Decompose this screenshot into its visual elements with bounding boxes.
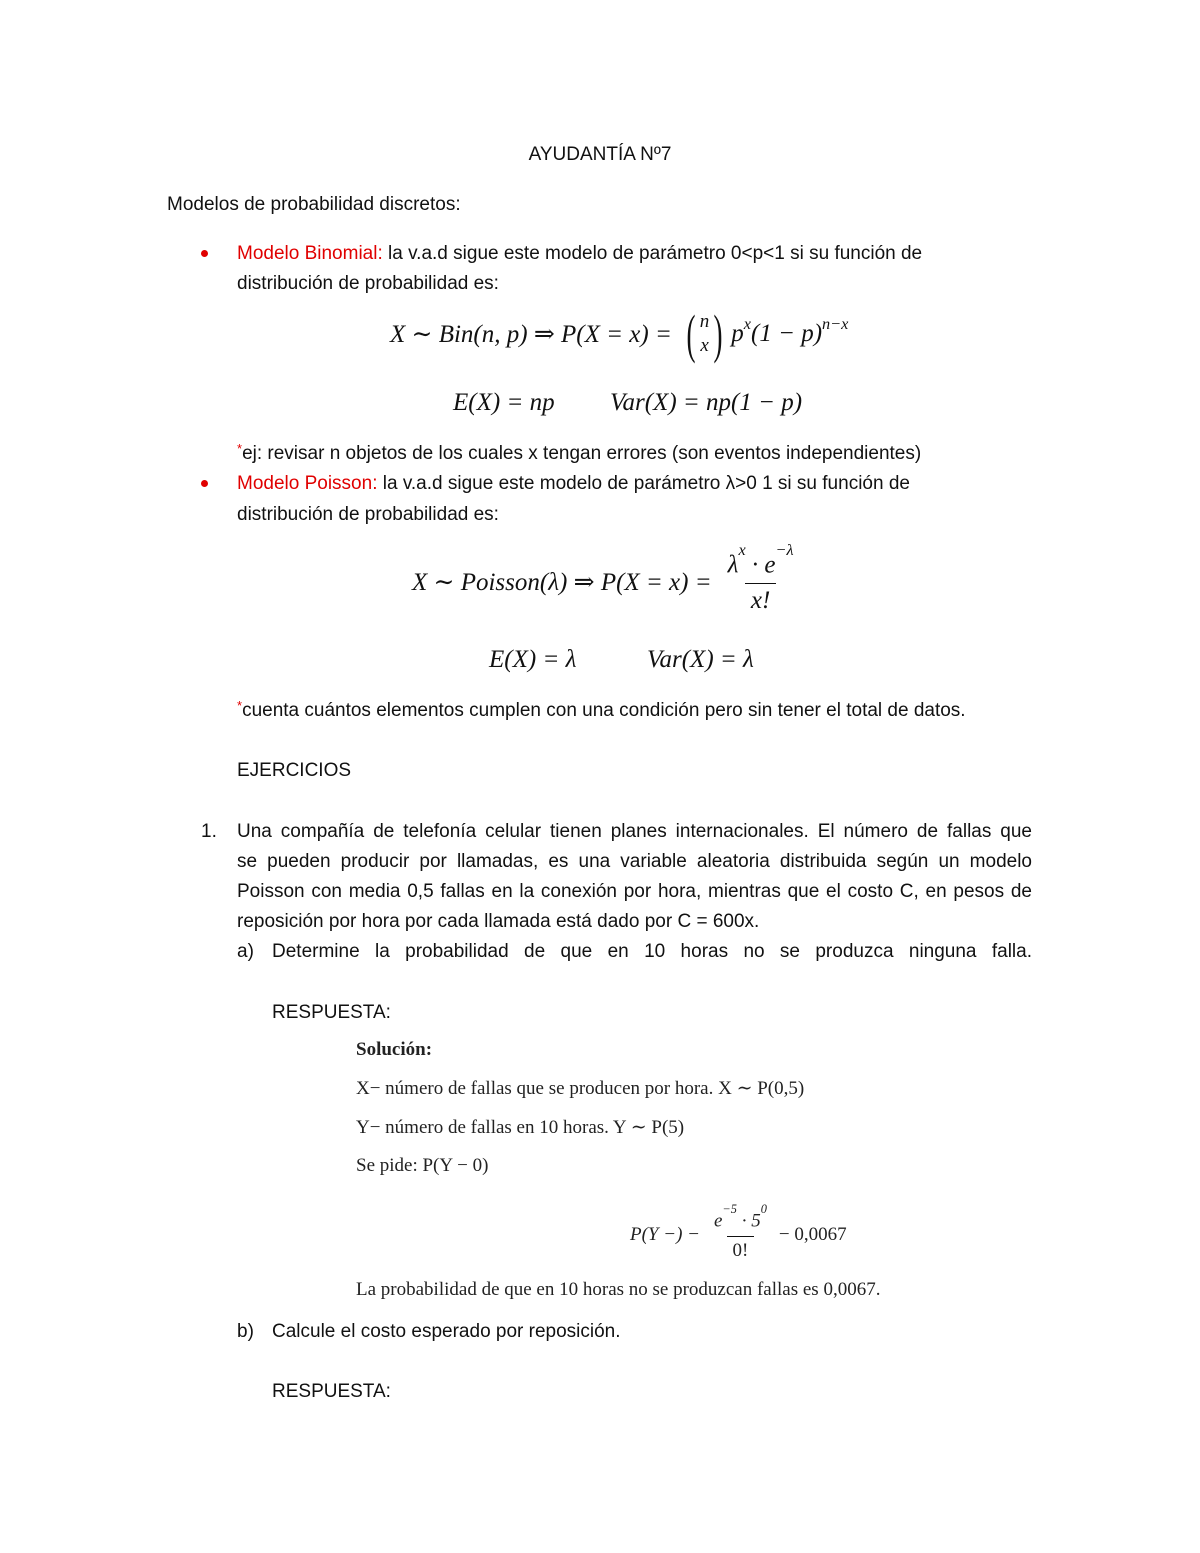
- exercise-line-3: Poisson con media 0,5 fallas en la conexión por hora, mientras que el costo C, en pesos de: [237, 881, 1032, 902]
- solution-eq-rhs: − 0,0067: [778, 1224, 847, 1245]
- part-b-text: Calcule el costo esperado por reposición.: [272, 1321, 621, 1342]
- poisson-num-base: λ: [727, 551, 739, 579]
- binom-bottom: x: [700, 335, 709, 356]
- binomial-text-1: la v.a.d sigue este modelo de parámetro 0<p<1 si su función de: [382, 243, 923, 264]
- part-a-text: Determine la probabilidad de que en 10 horas no se produzca ninguna falla.: [272, 941, 1032, 962]
- solution-fraction: [708, 1202, 773, 1261]
- solution-num-base: e: [713, 1210, 723, 1232]
- poisson-note: [237, 700, 966, 722]
- solution-num-exp2: 0: [760, 1202, 767, 1217]
- bullet-icon: [201, 250, 208, 257]
- poisson-num-mid: · e: [745, 551, 776, 579]
- binomial-variance: [610, 389, 802, 417]
- poisson-model-name: Modelo Poisson:: [237, 473, 378, 494]
- poisson-num-exp: x: [738, 541, 746, 560]
- binomial-rhs-base: p: [731, 320, 744, 347]
- part-a-answer-label: RESPUESTA:: [272, 1002, 391, 1023]
- solution-equation: [630, 1202, 847, 1263]
- solution-eq-lhs: P(Y −) −: [630, 1224, 700, 1245]
- poisson-denominator: x!: [745, 583, 776, 615]
- poisson-expectation: [489, 646, 576, 674]
- exercise-line-1: Una compañía de telefonía celular tienen planes internacionales. El número de fallas que: [237, 821, 1032, 842]
- poisson-fraction: [722, 541, 800, 614]
- solution-conclusion: La probabilidad de que en 10 horas no se produzcan fallas es 0,0067.: [356, 1279, 881, 1300]
- poisson-expectation-text: E(X) = λ: [489, 646, 577, 673]
- binomial-rhs-exp2: n−x: [822, 314, 849, 333]
- part-a-label: a): [237, 941, 254, 962]
- binomial-line-2: distribución de probabilidad es:: [237, 273, 499, 294]
- poisson-variance-text: Var(X) = λ: [647, 646, 754, 673]
- poisson-formula-lhs: X ∼ Poisson(λ) ⇒ P(X = x) =: [412, 569, 712, 596]
- asterisk-icon: *: [237, 441, 243, 456]
- binom-top: n: [699, 311, 710, 332]
- page-title: AYUDANTÍA Nº7: [528, 144, 672, 165]
- solution-line-1: X− número de fallas que se producen por hora. X ∼ P(0,5): [356, 1078, 805, 1099]
- solution-num-exp: −5: [722, 1202, 737, 1217]
- solution-line-3: Se pide: P(Y − 0): [356, 1155, 489, 1176]
- solution-num-mid: · 5: [736, 1210, 761, 1232]
- solution-heading: Solución:: [356, 1039, 433, 1060]
- poisson-num-exp2: −λ: [775, 541, 794, 560]
- solution-denominator: 0!: [727, 1236, 755, 1262]
- poisson-line-1: [237, 473, 910, 495]
- binomial-formula-lhs: X ∼ Bin(n, p) ⇒ P(X = x) =: [390, 321, 672, 348]
- binomial-formula: [390, 306, 848, 362]
- binomial-model-name: Modelo Binomial:: [237, 243, 383, 264]
- poisson-formula: [412, 541, 806, 614]
- exercises-heading: EJERCICIOS: [237, 760, 352, 781]
- solution-line-2: Y− número de fallas en 10 horas. Y ∼ P(5): [356, 1117, 685, 1138]
- asterisk-icon: *: [237, 698, 243, 713]
- part-b-answer-label: RESPUESTA:: [272, 1381, 391, 1402]
- exercise-line-2: se pueden producir por llamadas, es una variable aleatoria distribuida según un modelo: [237, 851, 1032, 872]
- solution-numerator: [708, 1202, 773, 1235]
- poisson-variance: [647, 646, 754, 674]
- binomial-example-text: ej: revisar n objetos de los cuales x tengan errores (son eventos independientes): [242, 443, 922, 464]
- binomial-example: [237, 443, 921, 465]
- binomial-expectation-text: E(X) = np: [453, 389, 555, 416]
- exercise-line-4: reposición por hora por cada llamada está dado por C = 600x.: [237, 911, 760, 932]
- binomial-line-1: [237, 243, 922, 265]
- binomial-variance-text: Var(X) = np(1 − p): [610, 389, 803, 416]
- binomial-coefficient: ( n x ): [686, 304, 723, 364]
- poisson-note-text: cuenta cuántos elementos cumplen con una condición pero sin tener el total de datos.: [242, 700, 966, 721]
- poisson-line-2: distribución de probabilidad es:: [237, 504, 499, 525]
- intro-text: Modelos de probabilidad discretos:: [167, 194, 461, 215]
- part-b-label: b): [237, 1321, 254, 1342]
- exercise-number: 1.: [201, 821, 217, 842]
- bullet-icon: [201, 480, 208, 487]
- poisson-numerator: [722, 541, 800, 582]
- binomial-expectation: [453, 389, 555, 417]
- binomial-rhs-mid: (1 − p): [751, 320, 823, 347]
- binomial-rhs-exp: x: [743, 314, 751, 333]
- poisson-text-1: la v.a.d sigue este modelo de parámetro λ>0 1 si su función de: [377, 473, 910, 494]
